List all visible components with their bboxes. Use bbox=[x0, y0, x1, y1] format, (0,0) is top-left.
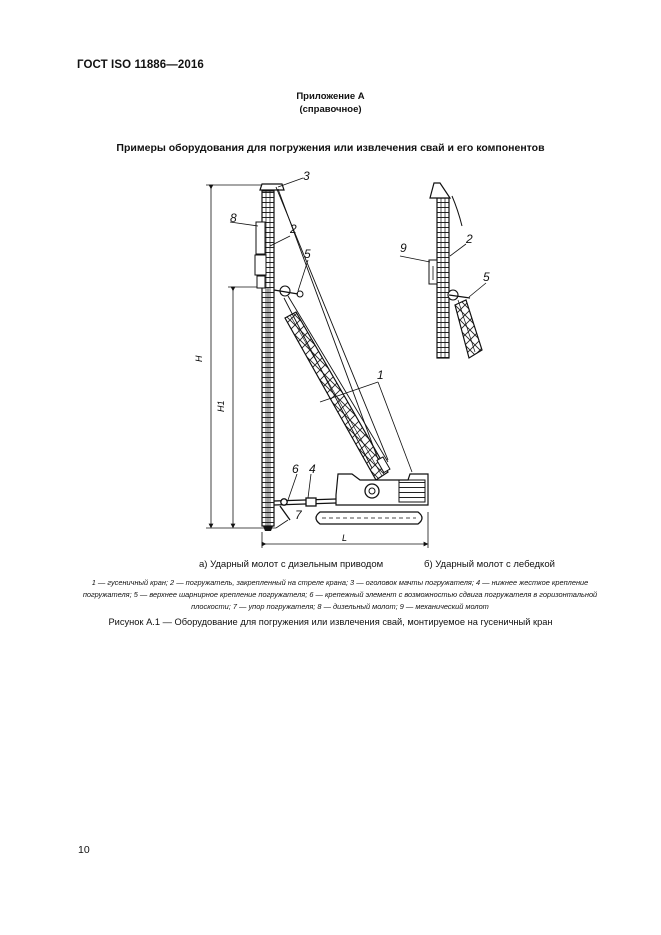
appendix-subtitle: (справочное) bbox=[299, 104, 362, 115]
dim-label-H: H bbox=[194, 355, 204, 362]
crane-boom-b bbox=[448, 290, 482, 358]
callout-2: 2 bbox=[290, 222, 297, 236]
appendix-title: Приложение А bbox=[296, 91, 365, 102]
callout-5-b: 5 bbox=[483, 270, 490, 284]
figure-legend: 1 — гусеничный кран; 2 — погружатель, закрепленный на стреле крана; 3 — оголовок мачты погружателя; 4 — нижнее жесткое крепление погружателя; 5 — верхнее шарнирное крепление погружателя; 6 — крепежный элемент с возможностью сдвига погружателя в горизонтальной плоскости; 7 — упор погружателя; 8 — дизельный молот; 9 — механический молот bbox=[82, 578, 598, 611]
dim-label-L: L bbox=[342, 533, 348, 543]
callout-6: 6 bbox=[292, 462, 299, 476]
callout-5: 5 bbox=[304, 247, 311, 261]
crane-boom-a bbox=[274, 286, 388, 480]
caption-a: а) Ударный молот с дизельным приводом bbox=[199, 559, 384, 570]
callout-8: 8 bbox=[230, 211, 237, 225]
leader-mast-b bbox=[429, 183, 462, 358]
callout-1: 1 bbox=[377, 368, 384, 382]
callout-3: 3 bbox=[303, 169, 310, 183]
callout-9: 9 bbox=[400, 241, 407, 255]
section-title: Примеры оборудования для погружения или извлечения свай и его компонентов bbox=[116, 142, 545, 154]
caption-b: б) Ударный молот с лебедкой bbox=[424, 559, 555, 570]
page-number: 10 bbox=[78, 844, 90, 856]
callout-7: 7 bbox=[295, 508, 302, 522]
figure-title: Рисунок А.1 — Оборудование для погружения или извлечения свай, монтируемое на гусеничный кран bbox=[108, 617, 553, 627]
leader-mast-a bbox=[255, 184, 284, 531]
document-code: ГОСТ ISO 11886—2016 bbox=[77, 59, 204, 71]
callout-2-b: 2 bbox=[466, 232, 473, 246]
callout-4: 4 bbox=[309, 462, 316, 476]
dim-label-H1: H1 bbox=[216, 400, 226, 412]
